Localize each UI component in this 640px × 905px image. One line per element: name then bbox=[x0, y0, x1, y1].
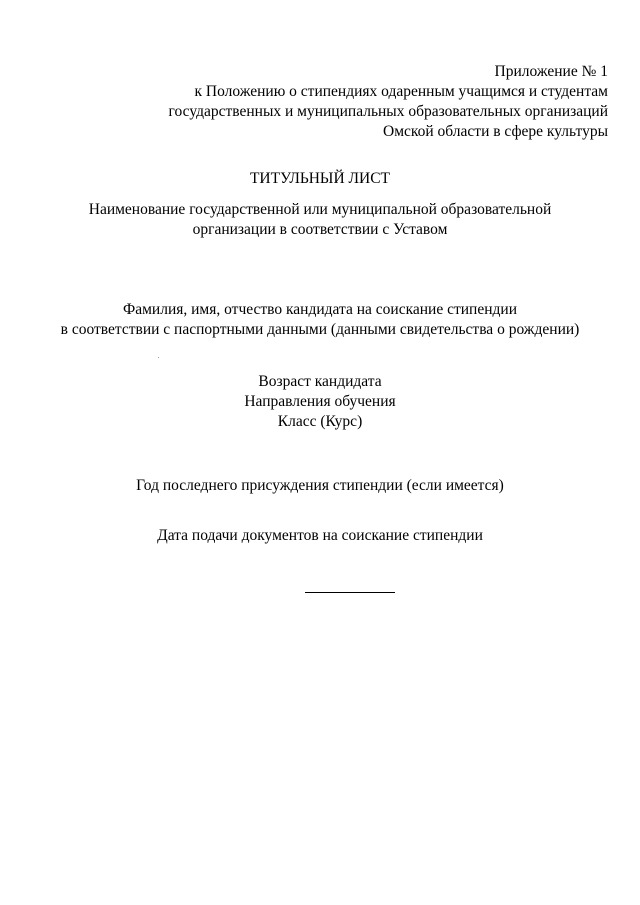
submission-date-block bbox=[0, 526, 640, 546]
appendix-line-2: к Положению о стипендиях одаренным учащимся и студентам bbox=[194, 83, 608, 100]
last-award-year: Год последнего присуждения стипендии (если имеется) bbox=[136, 477, 504, 494]
candidate-name-line-2: в соответствии с паспортными данными (данными свидетельства о рождении) bbox=[60, 321, 580, 338]
appendix-line-4: Омской области в сфере культуры bbox=[383, 123, 608, 140]
page-separator-line bbox=[305, 592, 395, 593]
appendix-line-3: государственных и муниципальных образовательных организаций bbox=[168, 103, 608, 120]
appendix-number: Приложение № 1 bbox=[494, 63, 608, 80]
candidate-info-block bbox=[0, 372, 640, 432]
organization-line-2: организации в соответствии с Уставом bbox=[192, 221, 448, 238]
organization-name-block bbox=[0, 200, 640, 240]
organization-line-1: Наименование государственной или муниципальной образовательной bbox=[88, 201, 552, 218]
submission-date: Дата подачи документов на соискание стипендии bbox=[157, 527, 483, 544]
appendix-header bbox=[169, 62, 608, 142]
candidate-name-line-1: Фамилия, имя, отчество кандидата на соискание стипендии bbox=[123, 301, 517, 318]
scan-speck bbox=[158, 357, 159, 358]
candidate-grade: Класс (Курс) bbox=[277, 413, 363, 430]
page-title-text: ТИТУЛЬНЫЙ ЛИСТ bbox=[249, 170, 391, 187]
page-title bbox=[0, 169, 640, 189]
candidate-name-block bbox=[0, 300, 640, 340]
candidate-age: Возраст кандидата bbox=[258, 373, 382, 390]
last-award-year-block bbox=[0, 476, 640, 496]
candidate-study-direction: Направления обучения bbox=[244, 393, 396, 410]
